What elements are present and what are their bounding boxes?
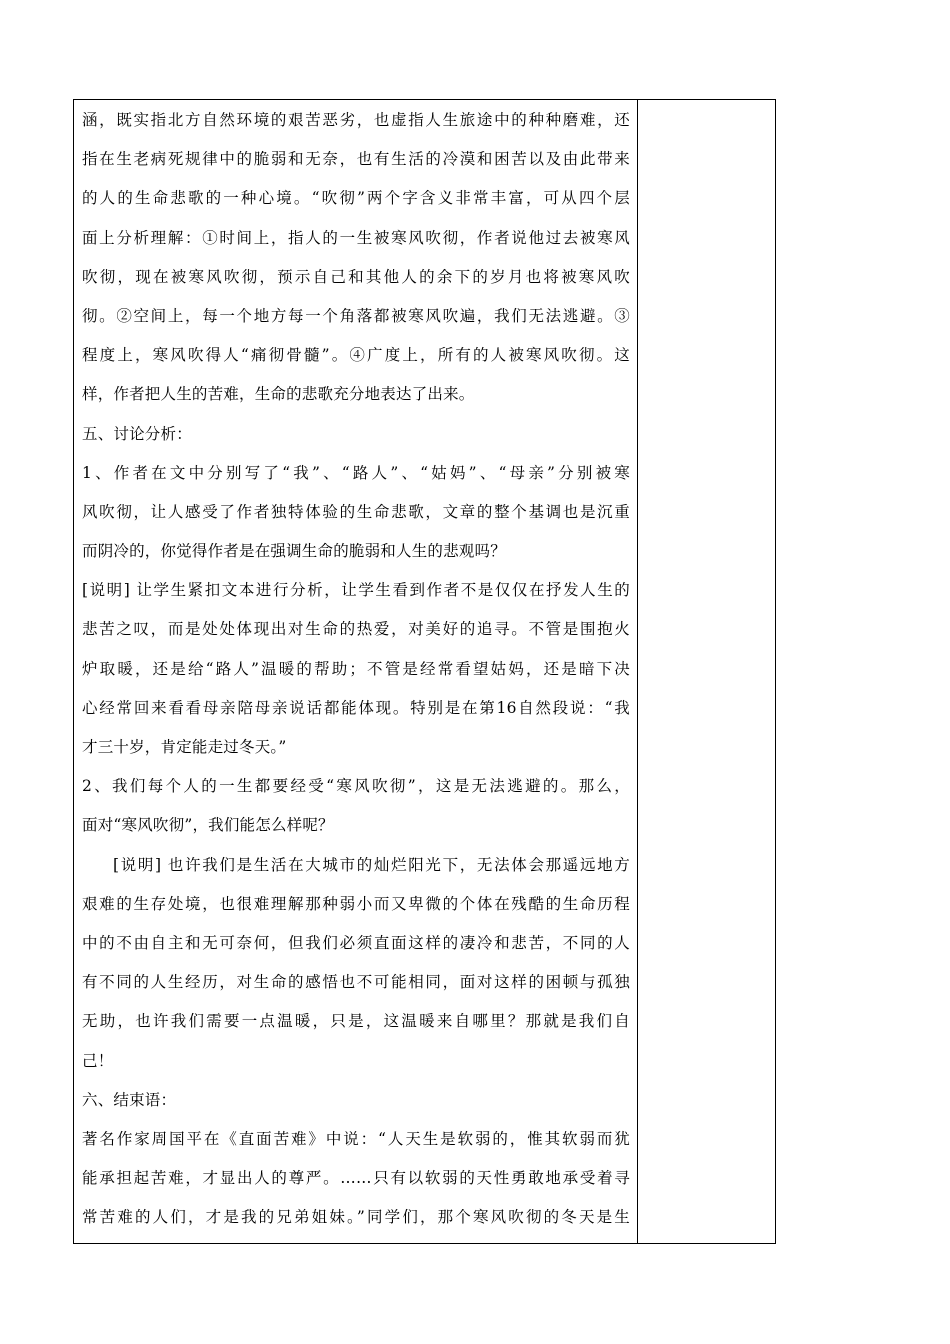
text-line: 吹彻，现在被寒风吹彻，预示自己和其他人的余下的岁月也将被寒风吹 bbox=[82, 267, 630, 286]
text-line: 2、我们每个人的一生都要经受“寒风吹彻”，这是无法逃避的。那么， bbox=[82, 777, 630, 796]
text-line: 六、结束语： bbox=[82, 1090, 177, 1109]
text-line: 炉取暖，还是给“路人”温暖的帮助；不管是经常看望姑妈，还是暗下决 bbox=[82, 659, 630, 678]
side-notes-cell bbox=[638, 100, 775, 1243]
text-line: 彻。②空间上，每一个地方每一个角落都被寒风吹遍，我们无法逃避。③ bbox=[82, 306, 630, 325]
text-line: 艰难的生存处境，也很难理解那种弱小而又卑微的个体在残酷的生命历程 bbox=[82, 894, 630, 913]
text-line: 著名作家周国平在《直面苦难》中说：“人天生是软弱的，惟其软弱而犹 bbox=[82, 1129, 630, 1148]
text-line: 能承担起苦难，才显出人的尊严。……只有以软弱的天性勇敢地承受着寻 bbox=[82, 1169, 630, 1188]
text-line: 涵，既实指北方自然环境的艰苦恶劣，也虚指人生旅途中的种种磨难，还 bbox=[82, 111, 630, 129]
text-line: 面上分析理解：①时间上，指人的一生被寒风吹彻，作者说他过去被寒风 bbox=[82, 228, 630, 247]
text-line: 样，作者把人生的苦难，生命的悲歌充分地表达了出来。 bbox=[82, 385, 475, 404]
text-line: 风吹彻，让人感受了作者独特体验的生命悲歌，文章的整个基调也是沉重 bbox=[82, 502, 630, 521]
text-line: 才三十岁，肯定能走过冬天。” bbox=[82, 738, 287, 756]
text-line: 而阴冷的，你觉得作者是在强调生命的脆弱和人生的悲观吗？ bbox=[82, 542, 506, 561]
lesson-text-cell bbox=[82, 101, 630, 1237]
text-line: 悲苦之叹，而是处处体现出对生命的热爱，对美好的追寻。不管是围抱火 bbox=[82, 620, 630, 639]
text-line: [说明] 也许我们是生活在大城市的灿烂阳光下，无法体会那遥远地方 bbox=[113, 855, 630, 874]
text-line: 中的不由自主和无可奈何，但我们必须直面这样的凄冷和悲苦，不同的人 bbox=[82, 933, 630, 952]
text-line: 心经常回来看看母亲陪母亲说话都能体现。特别是在第16自然段说：“我 bbox=[82, 698, 630, 717]
text-line: 无助，也许我们需要一点温暖，只是，这温暖来自哪里？那就是我们自 bbox=[82, 1012, 630, 1031]
text-line: 程度上，寒风吹得人“痛彻骨髓”。④广度上，所有的人被寒风吹彻。这 bbox=[82, 346, 630, 365]
text-line: 常苦难的人们，才是我的兄弟姐妹。”同学们，那个寒风吹彻的冬天是生 bbox=[82, 1208, 630, 1227]
text-line: [说明] 让学生紧扣文本进行分析，让学生看到作者不是仅仅在抒发人生的 bbox=[82, 581, 630, 600]
text-line: 五、讨论分析： bbox=[82, 424, 192, 443]
text-line: 指在生老病死规律中的脆弱和无奈，也有生活的冷漠和困苦以及由此带来 bbox=[82, 150, 630, 169]
text-line: 有不同的人生经历，对生命的感悟也不可能相同，面对这样的困顿与孤独 bbox=[82, 973, 630, 992]
text-line: 的人的生命悲歌的一种心境。“吹彻”两个字含义非常丰富，可从四个层 bbox=[82, 189, 630, 208]
text-line: 面对“寒风吹彻”，我们能怎么样呢？ bbox=[82, 816, 334, 835]
text-line: 1、作者在文中分别写了“我”、“路人”、“姑妈”、“母亲”分别被寒 bbox=[82, 463, 630, 482]
text-line: 己！ bbox=[82, 1051, 114, 1070]
